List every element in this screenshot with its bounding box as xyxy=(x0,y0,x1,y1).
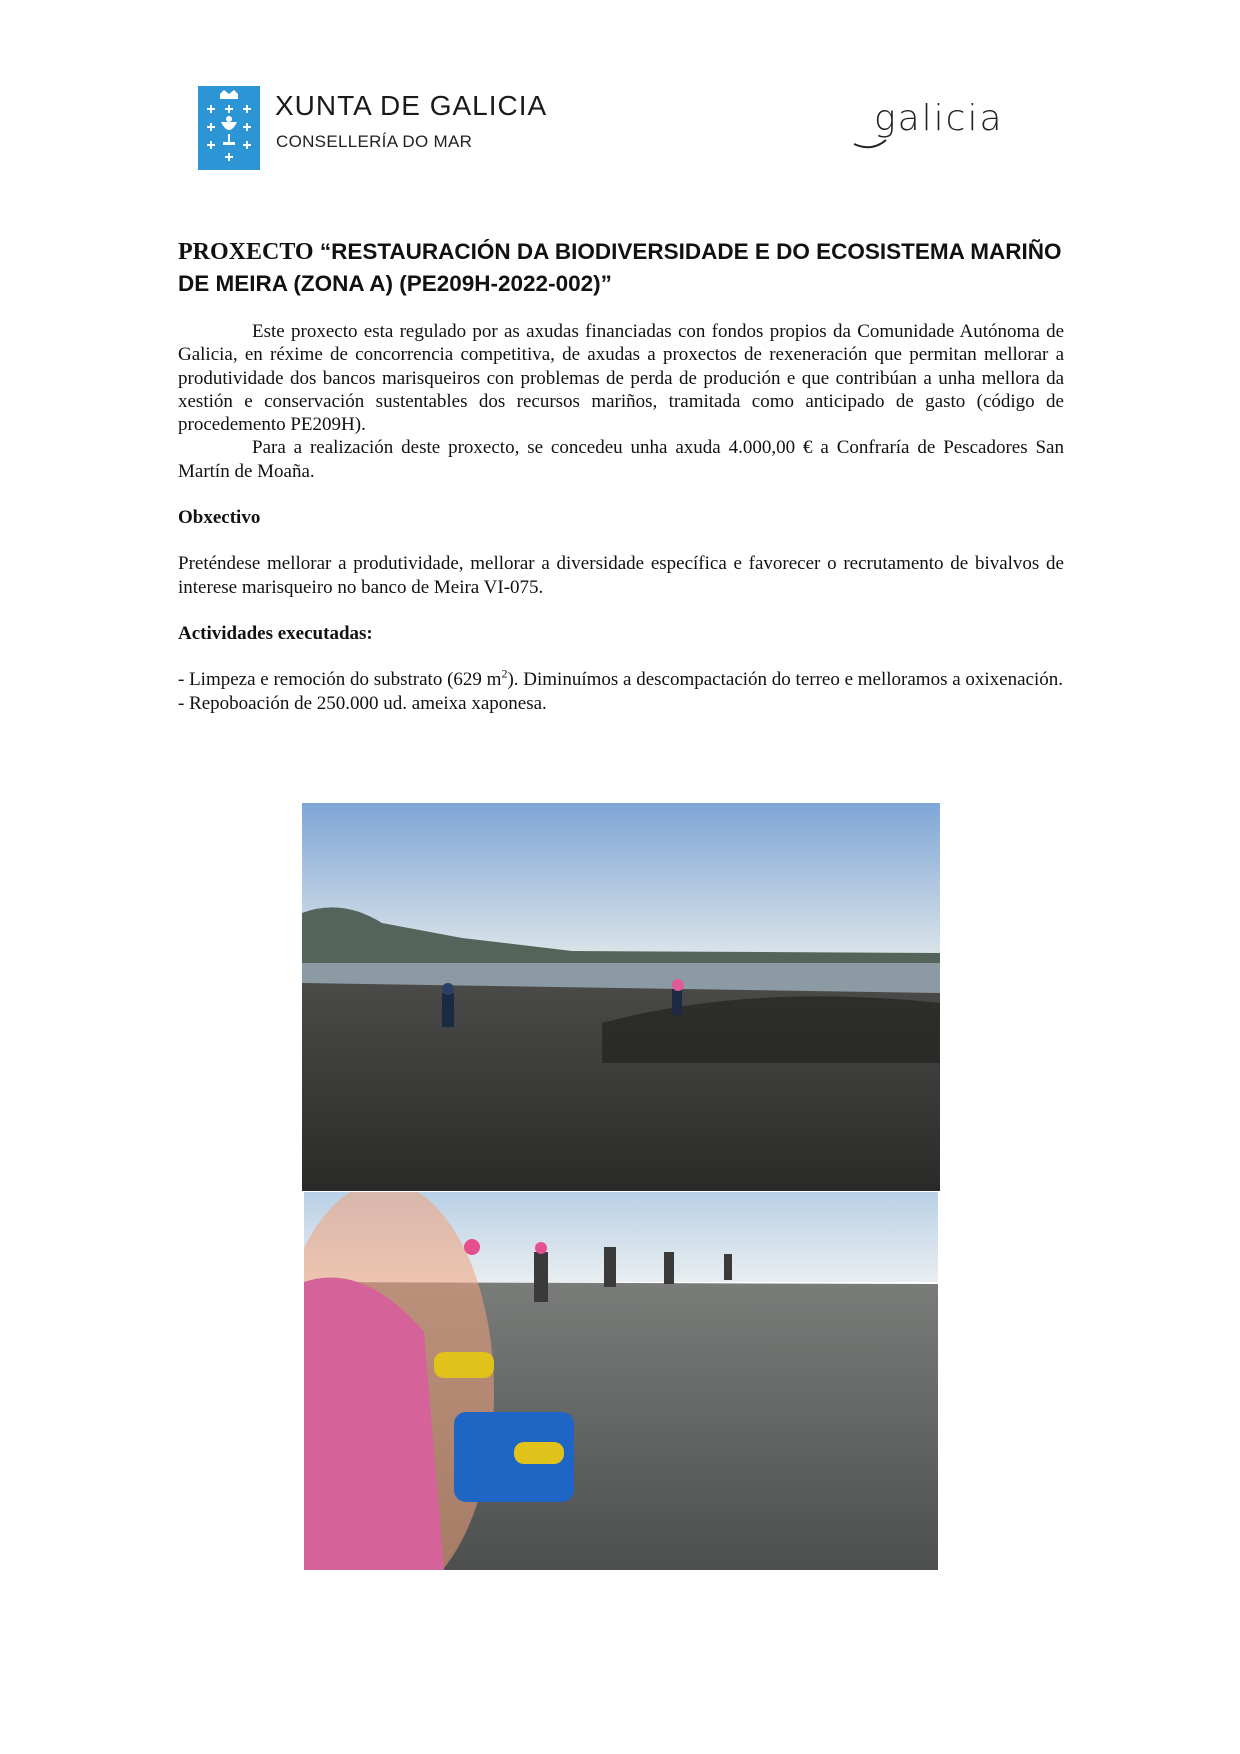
title-lead: PROXECTO xyxy=(178,239,314,265)
document-body xyxy=(178,320,1064,715)
org-name: XUNTA DE GALICIA xyxy=(275,90,548,121)
document-title xyxy=(178,236,1068,299)
objective-heading: Obxectivo xyxy=(178,507,261,529)
department-name: CONSELLERÍA DO MAR xyxy=(276,132,473,151)
activity-item: - Repoboación de 250.000 ud. ameixa xaponesa. xyxy=(178,692,547,714)
superscript: 2 xyxy=(501,666,508,681)
activity-item xyxy=(178,668,1064,691)
funding-paragraph: Para a realización deste proxecto, se concedeu unha axuda 4.000,00 € a Confraría de Pescadores San Martín de Moaña. xyxy=(178,437,1064,482)
intro-paragraph: Este proxecto esta regulado por as axudas financiadas con fondos propios da Comunidade Autónoma de Galicia, en réxime de concorrencia competitiva, de axudas a proxectos de rexeneración que permitan mellorar a produtividade dos bancos marisqueiros con problemas de perda de produción e que contribúan a unha mellora da xestión e conservación sustentables dos recursos mariños, tramitada como anticipado de gasto (código de procedemento PE209H). xyxy=(178,321,1064,436)
activity-text: ). Diminuímos a descompactación do terreo e melloramos a oxixenación. xyxy=(507,669,1064,691)
beach-workers-photo xyxy=(302,803,940,1191)
title-main: “RESTAURACIÓN DA BIODIVERSIDADE E DO ECOSISTEMA MARIÑO DE MEIRA (ZONA A) (PE209H-2022-002)” xyxy=(178,239,1062,296)
page-header xyxy=(0,0,1240,200)
activity-text: - Limpeza e remoción do substrato (629 m xyxy=(178,669,502,691)
shellfish-gatherers-photo xyxy=(304,1192,938,1570)
objective-text: Preténdese mellorar a produtividade, mellorar a diversidade específica e favorecer o recrutamento de bivalvos de interese marisqueiro no banco de Meira VI-075. xyxy=(178,553,1064,598)
xunta-coat-of-arms-icon xyxy=(198,86,260,170)
activities-heading: Actividades executadas: xyxy=(178,622,373,644)
galicia-brand-text: galicia xyxy=(874,98,1004,139)
